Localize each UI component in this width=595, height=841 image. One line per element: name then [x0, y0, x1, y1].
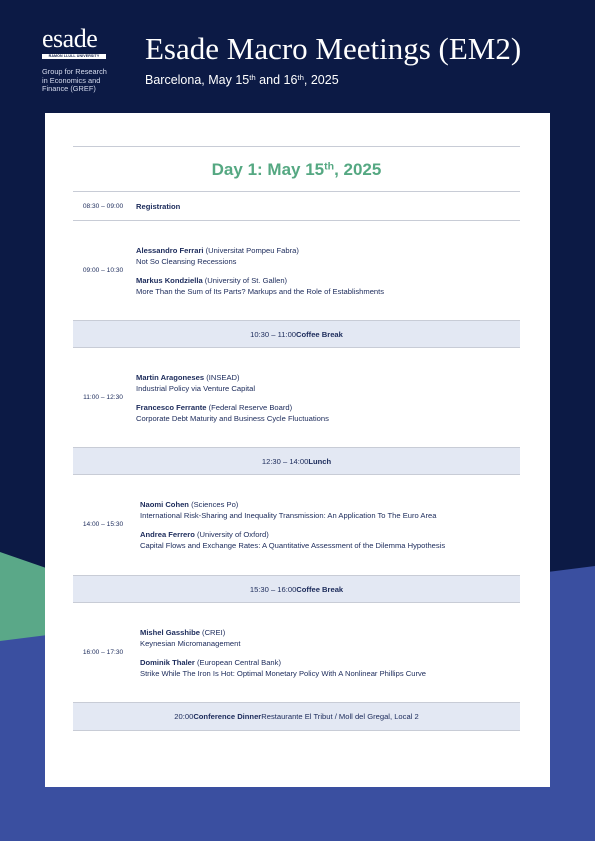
coffee-break-row — [73, 575, 520, 603]
talk-title: International Risk-Sharing and Inequality Transmission: An Application To The Euro Area — [140, 510, 437, 520]
speaker-name: Martin Aragoneses — [136, 373, 205, 382]
day-title: Day 1: May 15th, 2025 — [73, 146, 520, 192]
page-subtitle: Barcelona, May 15th and 16th, 2025 — [145, 73, 339, 87]
dinner-label: Conference Dinner — [193, 712, 262, 721]
session-time: 16:00 – 17:30 — [82, 649, 124, 656]
session-time: 11:00 – 12:30 — [83, 394, 123, 401]
talk — [136, 403, 329, 424]
talk-title: Capital Flows and Exchange Rates: A Quantitative Assessment of the Dilemma Hypothesis — [140, 540, 446, 550]
group-name — [42, 68, 132, 94]
speaker-affiliation: (Sciences Po) — [188, 500, 239, 509]
break-time: 15:30 – 16:00 — [249, 584, 297, 594]
page-title: Esade Macro Meetings (EM2) — [145, 31, 522, 66]
break-time: 10:30 – 11:00 — [250, 329, 297, 339]
speaker-affiliation: (Universitat Pompeu Fabra) — [203, 246, 299, 255]
group-line: Finance (GREF) — [42, 84, 96, 94]
talk — [140, 530, 445, 551]
speaker-name: Markus Kondziella — [136, 276, 203, 285]
speaker-name: Andrea Ferrero — [140, 530, 195, 539]
talk-title: Not So Cleansing Recessions — [136, 256, 237, 266]
speaker-affiliation: (CREI) — [199, 628, 226, 637]
break-label: Coffee Break — [296, 329, 343, 339]
break-label: Lunch — [308, 456, 332, 466]
talk-title: Strike While The Iron Is Hot: Optimal Monetary Policy With A Nonlinear Phillips Curve — [140, 668, 426, 678]
registration-row — [73, 192, 520, 221]
talk-title: Industrial Policy via Venture Capital — [136, 383, 256, 393]
logo-wordmark: esade — [42, 24, 98, 53]
session-row — [73, 221, 520, 320]
lunch-row — [73, 447, 520, 475]
talk — [140, 658, 426, 679]
dinner-row — [73, 702, 520, 731]
speaker-affiliation: (Federal Reserve Board) — [206, 403, 293, 412]
talk — [140, 500, 436, 521]
registration-label: Registration — [136, 202, 181, 211]
group-line: in Economics and — [42, 75, 101, 85]
talk-title: Keynesian Micromanagement — [140, 638, 241, 648]
schedule-card — [45, 113, 550, 787]
talk-title: More Than the Sum of Its Parts? Markups and the Role of Establishments — [136, 286, 385, 296]
speaker-name: Naomi Cohen — [140, 500, 189, 509]
break-label: Coffee Break — [296, 584, 344, 594]
esade-logo — [42, 26, 132, 59]
dinner-time: 20:00 — [174, 712, 194, 721]
talk-title: Corporate Debt Maturity and Business Cycle Fluctuations — [136, 413, 329, 423]
coffee-break-row — [73, 320, 520, 348]
session-row — [73, 475, 520, 574]
talk — [136, 373, 255, 394]
speaker-affiliation: (European Central Bank) — [194, 658, 281, 667]
session-time: 09:00 – 10:30 — [82, 267, 124, 274]
session-time: 14:00 – 15:30 — [82, 521, 124, 528]
session-row — [73, 348, 520, 447]
group-line: Group for Research — [42, 67, 107, 76]
talk — [136, 246, 299, 267]
talk — [136, 276, 384, 297]
speaker-name: Mishel Gasshibe — [140, 628, 200, 637]
speaker-name: Alessandro Ferrari — [136, 246, 204, 255]
speaker-affiliation: (University of St. Gallen) — [202, 276, 288, 285]
speaker-affiliation: (University of Oxford) — [194, 530, 269, 539]
break-time: 12:30 – 14:00 — [261, 456, 309, 466]
speaker-affiliation: (INSEAD) — [204, 373, 240, 382]
session-time: 08:30 – 09:00 — [82, 203, 124, 210]
logo-subtitle: RAMON LLULL UNIVERSITY — [42, 54, 106, 59]
speaker-name: Dominik Thaler — [140, 658, 195, 667]
talk — [140, 628, 240, 649]
speaker-name: Francesco Ferrante — [136, 403, 207, 412]
session-row — [73, 603, 520, 702]
dinner-venue: Restaurante El Tribut / Moll del Gregal, Local 2 — [261, 712, 419, 721]
